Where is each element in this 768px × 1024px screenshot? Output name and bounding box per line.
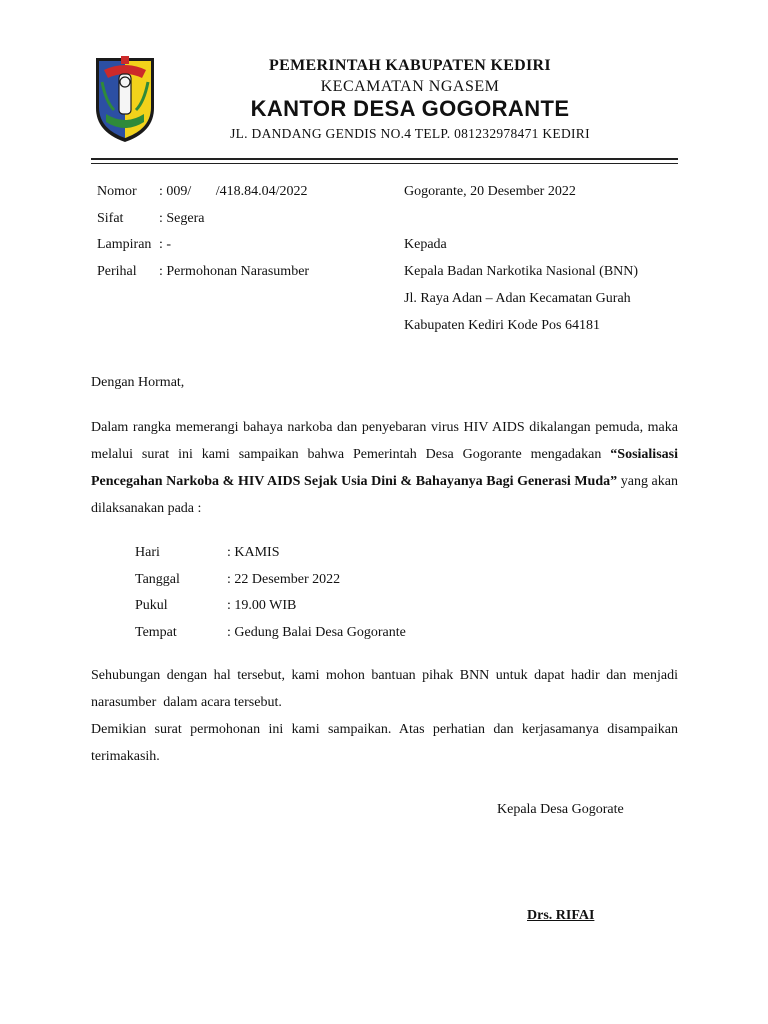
meta-label-sifat: Sifat bbox=[97, 211, 124, 226]
paragraph-closing: Demikian surat permohonan ini kami sampaikan. Atas perhatian dan kerjasamanya disampaikan terimakasih. bbox=[91, 722, 678, 764]
meta-value-lampiran: : - bbox=[159, 237, 172, 252]
meta-label-lampiran: Lampiran bbox=[97, 237, 152, 252]
recipient-line: Kabupaten Kediri Kode Pos 64181 bbox=[404, 318, 600, 333]
meta-label-perihal: Perihal bbox=[97, 264, 137, 279]
meta-value-perihal: : Permohonan Narasumber bbox=[159, 264, 310, 279]
detail-value-tempat: : Gedung Balai Desa Gogorante bbox=[227, 625, 406, 640]
detail-value-tanggal: : 22 Desember 2022 bbox=[227, 572, 341, 587]
recipient-line: Kepada bbox=[404, 237, 447, 252]
meta-label-nomor: Nomor bbox=[97, 184, 137, 199]
kop-kantor-desa: KANTOR DESA GOGORANTE bbox=[250, 96, 570, 121]
meta-value-nomor: : 009/ /418.84.04/2022 bbox=[159, 184, 308, 199]
kop-divider-thin bbox=[91, 163, 678, 164]
meta-value-sifat: : Segera bbox=[159, 211, 205, 226]
recipient-line: Jl. Raya Adan – Adan Kecamatan Gurah bbox=[404, 291, 631, 306]
kop-divider-thick bbox=[91, 158, 678, 160]
signature-title: Kepala Desa Gogorate bbox=[497, 802, 624, 817]
detail-label-pukul: Pukul bbox=[135, 598, 168, 613]
paragraph-intro-text: Dalam rangka memerangi bahaya narkoba dan penyebaran virus HIV AIDS dikalangan pemuda, maka melalui surat ini kami sampaikan bahwa Pemerintah Desa Gogorante mengadakan bbox=[91, 420, 678, 462]
paragraph-intro bbox=[91, 414, 678, 522]
detail-value-pukul: : 19.00 WIB bbox=[227, 598, 297, 613]
paragraph-intro-tail: yang akan dilaksanakan pada : bbox=[91, 474, 678, 516]
detail-value-hari: : KAMIS bbox=[227, 545, 280, 560]
letter-date: Gogorante, 20 Desember 2022 bbox=[404, 184, 576, 199]
kop-kecamatan: KECAMATAN NGASEM bbox=[320, 78, 500, 95]
kop-pemerintah: PEMERINTAH KABUPATEN KEDIRI bbox=[269, 57, 551, 74]
detail-label-hari: Hari bbox=[135, 545, 160, 560]
detail-label-tempat: Tempat bbox=[135, 625, 177, 640]
greeting: Dengan Hormat, bbox=[91, 375, 185, 390]
kop-alamat: JL. DANDANG GENDIS NO.4 TELP. 081232978471 KEDIRI bbox=[230, 126, 590, 141]
recipient-line: Kepala Badan Narkotika Nasional (BNN) bbox=[404, 264, 639, 279]
event-title: “Sosialisasi Pencegahan Narkoba & HIV AIDS Sejak Usia Dini & Bahayanya Bagi Generasi Muda” bbox=[91, 447, 678, 489]
signature-name: Drs. RIFAI bbox=[527, 908, 595, 923]
detail-label-tanggal: Tanggal bbox=[135, 572, 180, 587]
paragraph-request: Sehubungan dengan hal tersebut, kami mohon bantuan pihak BNN untuk dapat hadir dan menjadi narasumber dalam acara tersebut. bbox=[91, 668, 682, 710]
